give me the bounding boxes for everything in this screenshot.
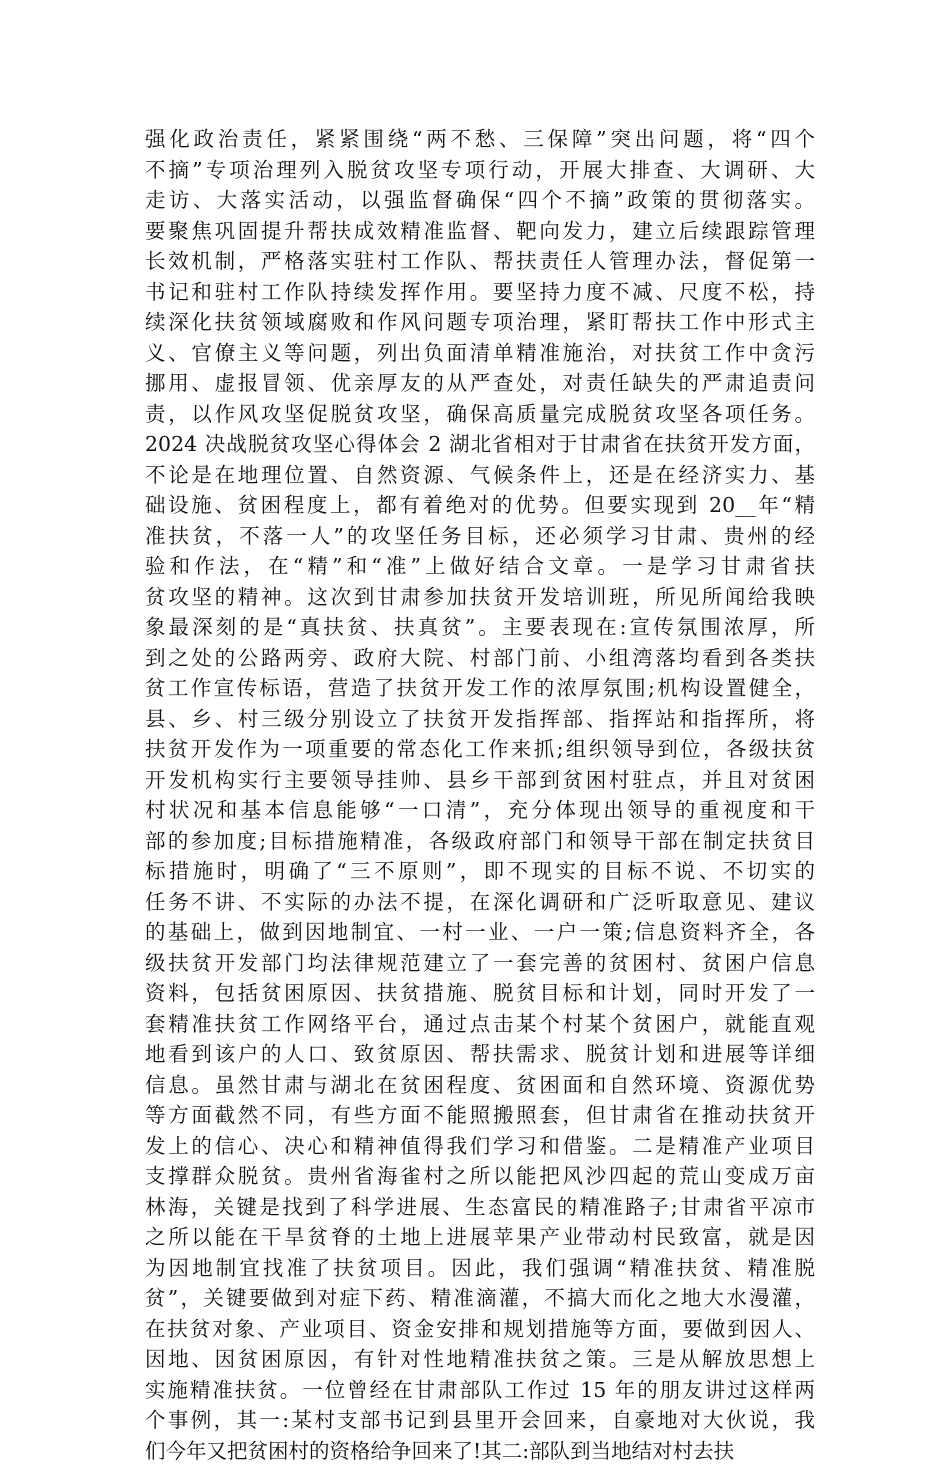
text-line: 部的参加度;目标措施精准，各级政府部门和领导干部在制定扶贫目 bbox=[145, 826, 815, 857]
text-line: 不论是在地理位置、自然资源、气候条件上，还是在经济实力、基 bbox=[145, 460, 815, 491]
text-line: 信息。虽然甘肃与湖北在贫困程度、贫困面和自然环境、资源优势 bbox=[145, 1070, 815, 1101]
text-line: 强化政治责任，紧紧围绕“两不愁、三保障”突出问题，将“四个 bbox=[145, 124, 815, 155]
text-line: 长效机制，严格落实驻村工作队、帮扶责任人管理办法，督促第一 bbox=[145, 246, 815, 277]
text-line: 之所以能在干旱贫脊的土地上进展苹果产业带动村民致富，就是因 bbox=[145, 1222, 815, 1253]
text-line: 地看到该户的人口、致贫原因、帮扶需求、脱贫计划和进展等详细 bbox=[145, 1039, 815, 1070]
text-line: 贫攻坚的精神。这次到甘肃参加扶贫开发培训班，所见所闻给我映 bbox=[145, 582, 815, 613]
text-line: 套精准扶贫工作网络平台，通过点击某个村某个贫困户，就能直观 bbox=[145, 1009, 815, 1040]
text-line: 资料，包括贫困原因、扶贫措施、脱贫目标和计划，同时开发了一 bbox=[145, 978, 815, 1009]
text-line: 们今年又把贫困村的资格给争回来了!其二:部队到当地结对村去扶 bbox=[145, 1436, 815, 1466]
text-line: 续深化扶贫领域腐败和作风问题专项治理，紧盯帮扶工作中形式主 bbox=[145, 307, 815, 338]
text-line: 个事例，其一:某村支部书记到县里开会回来，自豪地对大伙说，我 bbox=[145, 1405, 815, 1436]
text-line: 要聚焦巩固提升帮扶成效精准监督、靶向发力，建立后续跟踪管理 bbox=[145, 216, 815, 247]
text-line: 不摘”专项治理列入脱贫攻坚专项行动，开展大排查、大调研、大 bbox=[145, 155, 815, 186]
text-line: 标措施时，明确了“三不原则”，即不现实的目标不说、不切实的 bbox=[145, 856, 815, 887]
text-line: 的基础上，做到因地制宜、一村一业、一户一策;信息资料齐全，各 bbox=[145, 917, 815, 948]
text-line: 村状况和基本信息能够“一口清”，充分体现出领导的重视度和干 bbox=[145, 795, 815, 826]
text-line: 贫”，关键要做到对症下药、精准滴灌，不搞大而化之地大水漫灌， bbox=[145, 1283, 815, 1314]
text-line: 础设施、贫困程度上，都有着绝对的优势。但要实现到 20__年“精 bbox=[145, 490, 815, 521]
text-line: 实施精准扶贫。一位曾经在甘肃部队工作过 15 年的朋友讲过这样两 bbox=[145, 1375, 815, 1406]
text-line: 象最深刻的是“真扶贫、扶真贫”。主要表现在:宣传氛围浓厚，所 bbox=[145, 612, 815, 643]
text-line: 林海，关键是找到了科学进展、生态富民的精准路子;甘肃省平凉市 bbox=[145, 1192, 815, 1223]
text-line: 2024 决战脱贫攻坚心得体会 2 湖北省相对于甘肃省在扶贫开发方面， bbox=[145, 429, 815, 460]
text-line: 因地、因贫困原因，有针对性地精准扶贫之策。三是从解放思想上 bbox=[145, 1344, 815, 1375]
text-line: 书记和驻村工作队持续发挥作用。要坚持力度不减、尺度不松，持 bbox=[145, 277, 815, 308]
body-text bbox=[145, 124, 815, 1466]
text-line: 发上的信心、决心和精神值得我们学习和借鉴。二是精准产业项目 bbox=[145, 1131, 815, 1162]
text-line: 贫工作宣传标语，营造了扶贫开发工作的浓厚氛围;机构设置健全， bbox=[145, 673, 815, 704]
text-line: 县、乡、村三级分别设立了扶贫开发指挥部、指挥站和指挥所，将 bbox=[145, 704, 815, 735]
text-line: 在扶贫对象、产业项目、资金安排和规划措施等方面，要做到因人、 bbox=[145, 1314, 815, 1345]
text-line: 验和作法，在“精”和“准”上做好结合文章。一是学习甘肃省扶 bbox=[145, 551, 815, 582]
text-line: 责，以作风攻坚促脱贫攻坚，确保高质量完成脱贫攻坚各项任务。 bbox=[145, 399, 815, 430]
text-line: 挪用、虚报冒领、优亲厚友的从严查处，对责任缺失的严肃追责问 bbox=[145, 368, 815, 399]
text-line: 等方面截然不同，有些方面不能照搬照套，但甘肃省在推动扶贫开 bbox=[145, 1100, 815, 1131]
text-line: 开发机构实行主要领导挂帅、县乡干部到贫困村驻点，并且对贫困 bbox=[145, 765, 815, 796]
text-line: 义、官僚主义等问题，列出负面清单精准施治，对扶贫工作中贪污 bbox=[145, 338, 815, 369]
text-line: 任务不讲、不实际的办法不提，在深化调研和广泛听取意见、建议 bbox=[145, 887, 815, 918]
text-line: 到之处的公路两旁、政府大院、村部门前、小组湾落均看到各类扶 bbox=[145, 643, 815, 674]
text-line: 支撑群众脱贫。贵州省海雀村之所以能把风沙四起的荒山变成万亩 bbox=[145, 1161, 815, 1192]
text-line: 准扶贫，不落一人”的攻坚任务目标，还必须学习甘肃、贵州的经 bbox=[145, 521, 815, 552]
text-line: 走访、大落实活动，以强监督确保“四个不摘”政策的贯彻落实。 bbox=[145, 185, 815, 216]
text-line: 级扶贫开发部门均法律规范建立了一套完善的贫困村、贫困户信息 bbox=[145, 948, 815, 979]
text-line: 扶贫开发作为一项重要的常态化工作来抓;组织领导到位，各级扶贫 bbox=[145, 734, 815, 765]
text-line: 为因地制宜找准了扶贫项目。因此，我们强调“精准扶贫、精准脱 bbox=[145, 1253, 815, 1284]
